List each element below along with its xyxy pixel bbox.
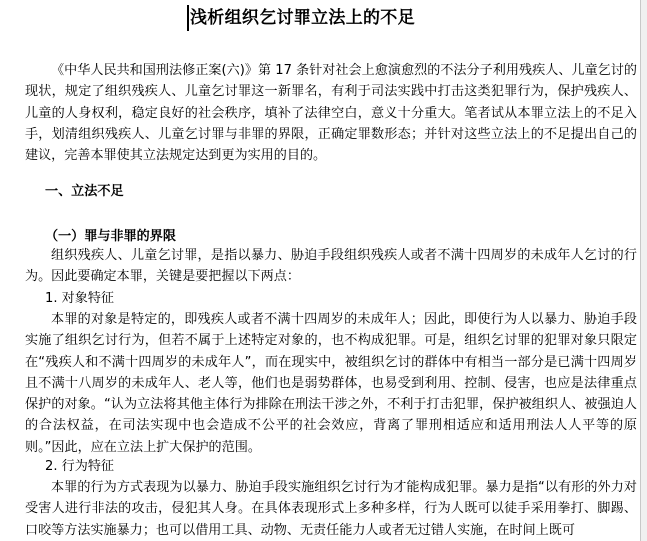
abstract-paragraph[interactable]: 《中华人民共和国刑法修正案(六)》第 17 条针对社会上愈演愈烈的不法分子利用残疾人、儿童乞讨的现状，规定了组织残疾人、儿童乞讨罪这一新罪名，有利于司法实践中打击这类犯罪行为，保护残疾人、儿童的人身权利，稳定良好的社会秩序，填补了法律空白，意义十分重大。笔者试从本罪立法上的不足入手，划清组织残疾人、儿童乞讨罪与非罪的界限，正确定罪数形态；并针对这些立法上的不足提出自己的建议，完善本罪使其立法规定达到更为实用的目的。	[25, 63, 637, 164]
point-label-object[interactable]: 1. 对象特征	[45, 291, 115, 306]
text-cursor	[187, 5, 189, 31]
window-edge	[640, 0, 647, 541]
section-heading-1[interactable]: 一、立法不足	[45, 184, 124, 199]
paragraph-behavior-features[interactable]: 本罪的行为方式表现为以暴力、胁迫手段实施组织乞讨行为才能构成犯罪。暴力是指“以有形的外力对受害人进行非法的攻击，侵犯其人身。在具体表现形式上多种多样，行为人既可以徒手采用拳打、脚踢、口咬等方法实施暴力；也可以借用工具、动物、无责任能力人或者无过错人实施，在时间上既可	[25, 480, 637, 538]
paragraph-object-features[interactable]: 本罪的对象是特定的，即残疾人或者不满十四周岁的未成年人；因此，即使行为人以暴力、胁迫手段实施了组织乞讨行为，但若不属于上述特定对象的，也不构成犯罪。可是，组织乞讨罪的犯罪对象只限定在“残疾人和不满十四周岁的未成年人”，而在现实中，被组织乞讨的群体中有相当一部分是已满十四周岁且不满十八周岁的未成年人、老人等，他们也是弱势群体，也易受到利用、控制、侵害，也应是法律重点保护的对象。“认为立法将其他主体行为排除在刑法干涉之外，不利于打击犯罪，保护被组织人、被强迫人的合法权益，在司法实现中也会造成不公平的社会效应，背离了罪刑相适应和适用刑法人人平等的原则。”因此，应在立法上扩大保护的范围。	[25, 312, 637, 455]
subsection-heading-1[interactable]: （一）罪与非罪的界限	[45, 229, 176, 244]
document-title[interactable]: 浅析组织乞讨罪立法上的不足	[190, 8, 415, 28]
point-label-behavior[interactable]: 2. 行为特征	[45, 459, 115, 474]
paragraph-definition[interactable]: 组织残疾人、儿童乞讨罪，是指以暴力、胁迫手段组织残疾人或者不满十四周岁的未成年人乞讨的行为。因此要确定本罪，关键是要把握以下两点：	[25, 248, 637, 285]
